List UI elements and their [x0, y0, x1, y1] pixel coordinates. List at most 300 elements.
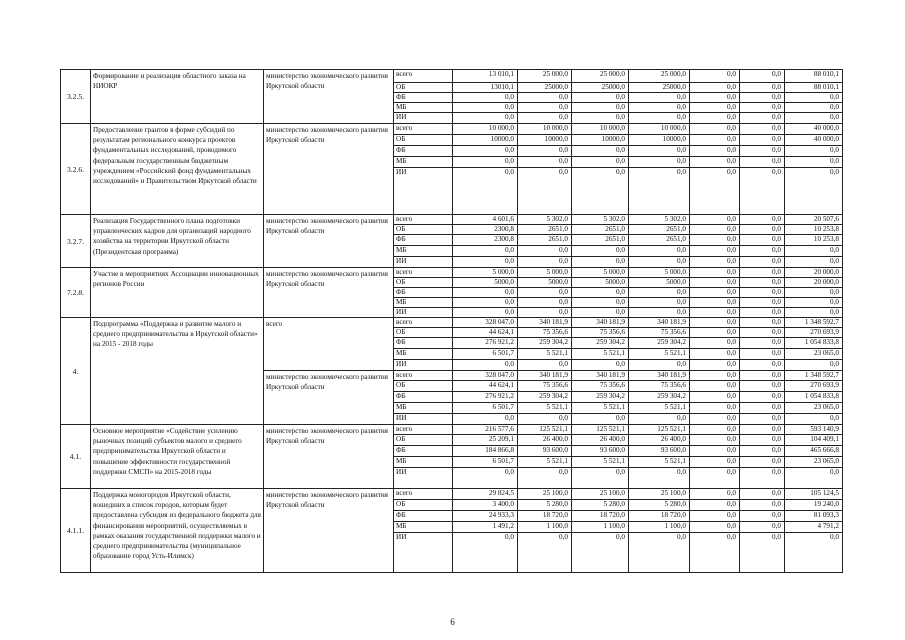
amount-cell: 0,0	[690, 360, 740, 371]
amount-cell: 0,0	[690, 70, 740, 83]
amount-cell: 0,0	[740, 328, 785, 338]
amount-cell: 18 720,0	[518, 511, 572, 522]
amount-cell: 0,0	[453, 246, 518, 257]
amount-cell: 0,0	[572, 298, 629, 308]
amount-cell: 104 409,1	[785, 435, 843, 446]
amount-cell: 0,0	[740, 457, 785, 468]
item-number: 3.2.5.	[61, 70, 91, 124]
funding-source: ОБ	[394, 328, 453, 338]
amount-cell: 0,0	[740, 308, 785, 318]
amount-cell: 0,0	[785, 168, 843, 215]
amount-cell: 0,0	[740, 349, 785, 360]
funding-source: ИИ	[394, 308, 453, 318]
amount-cell: 0,0	[629, 246, 690, 257]
amount-cell: 270 693,9	[785, 328, 843, 338]
amount-cell: 1 491,2	[453, 522, 518, 533]
amount-cell: 25 100,0	[572, 489, 629, 500]
amount-cell: 5 521,1	[518, 403, 572, 414]
amount-cell: 0,0	[572, 533, 629, 573]
activity-name: Подпрограмма «Поддержка и развитие малого и среднего предпринимательства в Иркутской области» на 2015 - 2018 годы	[91, 318, 264, 425]
amount-cell: 0,0	[690, 392, 740, 403]
amount-cell: 0,0	[690, 328, 740, 338]
funding-source: МБ	[394, 403, 453, 414]
amount-cell: 5 521,1	[629, 457, 690, 468]
amount-cell: 5000,0	[518, 278, 572, 288]
funding-source: МБ	[394, 298, 453, 308]
amount-cell: 0,0	[690, 246, 740, 257]
amount-cell: 0,0	[740, 83, 785, 93]
funding-source: ФБ	[394, 93, 453, 103]
amount-cell: 340 181,9	[518, 318, 572, 328]
amount-cell: 0,0	[740, 215, 785, 225]
amount-cell: 0,0	[629, 146, 690, 157]
amount-cell: 0,0	[740, 257, 785, 268]
amount-cell: 0,0	[572, 468, 629, 489]
funding-source: ИИ	[394, 113, 453, 124]
amount-cell: 0,0	[453, 103, 518, 113]
amount-cell: 25000,0	[518, 83, 572, 93]
amount-cell: 13 010,1	[453, 70, 518, 83]
amount-cell: 0,0	[740, 338, 785, 349]
funding-source: МБ	[394, 349, 453, 360]
amount-cell: 0,0	[740, 500, 785, 511]
activity-name: Поддержка моногородов Иркутской области, вошедших в список городов, которым будет предоставлена субсидия из федерального бюджета для финансирования мероприятий, осуществляемых в рамках оказания государственной поддержки малого и среднего предпринимательства (муниципальное образование город Усть-Илимск)	[91, 489, 264, 573]
amount-cell: 0,0	[740, 124, 785, 135]
funding-source: МБ	[394, 246, 453, 257]
amount-cell: 2651,0	[629, 225, 690, 235]
executor: министерство экономического развития Иркутской области	[264, 489, 394, 573]
table-body	[61, 70, 843, 573]
amount-cell: 0,0	[785, 93, 843, 103]
amount-cell: 0,0	[518, 113, 572, 124]
amount-cell: 0,0	[740, 225, 785, 235]
activity-name: Формирование и реализация областного заказа на НИОКР	[91, 70, 264, 124]
amount-cell: 5000,0	[572, 278, 629, 288]
funding-source: всего	[394, 425, 453, 435]
amount-cell: 23 065,0	[785, 457, 843, 468]
activity-name: Участие в мероприятиях Ассоциации инновационных регионов России	[91, 268, 264, 318]
amount-cell: 75 356,6	[572, 381, 629, 392]
amount-cell: 0,0	[785, 308, 843, 318]
activity-name: Основное мероприятие «Содействие усилению рыночных позиций субъектов малого и среднего предпринимательства Иркутской области и повышение эффективности государственной поддержки СМСП» на 2015-2018 годы	[91, 425, 264, 489]
amount-cell: 0,0	[740, 157, 785, 168]
amount-cell: 0,0	[518, 288, 572, 298]
amount-cell: 0,0	[453, 93, 518, 103]
amount-cell: 23 065,0	[785, 349, 843, 360]
amount-cell: 0,0	[690, 349, 740, 360]
amount-cell: 93 600,0	[572, 446, 629, 457]
amount-cell: 0,0	[740, 298, 785, 308]
amount-cell: 0,0	[690, 93, 740, 103]
amount-cell: 0,0	[453, 157, 518, 168]
program-finance-table	[60, 69, 843, 573]
amount-cell: 5 000,0	[572, 268, 629, 278]
executor: министерство экономического развития Иркутской области	[264, 124, 394, 215]
amount-cell: 0,0	[785, 157, 843, 168]
amount-cell: 20 000,0	[785, 268, 843, 278]
amount-cell: 0,0	[453, 257, 518, 268]
amount-cell: 75 356,6	[518, 328, 572, 338]
table-row	[61, 70, 843, 83]
amount-cell: 10 000,0	[629, 124, 690, 135]
amount-cell: 0,0	[690, 403, 740, 414]
amount-cell: 340 181,9	[629, 371, 690, 381]
amount-cell: 0,0	[690, 268, 740, 278]
funding-source: ОБ	[394, 135, 453, 146]
amount-cell: 0,0	[740, 522, 785, 533]
amount-cell: 0,0	[690, 135, 740, 146]
funding-source: МБ	[394, 522, 453, 533]
amount-cell: 20 507,6	[785, 215, 843, 225]
funding-source: всего	[394, 70, 453, 83]
amount-cell: 270 693,9	[785, 381, 843, 392]
funding-source: всего	[394, 268, 453, 278]
amount-cell: 75 356,6	[629, 381, 690, 392]
amount-cell: 0,0	[740, 168, 785, 215]
amount-cell: 2300,8	[453, 225, 518, 235]
funding-source: ОБ	[394, 381, 453, 392]
amount-cell: 25 100,0	[518, 489, 572, 500]
amount-cell: 0,0	[518, 308, 572, 318]
amount-cell: 0,0	[629, 103, 690, 113]
page-number: 6	[450, 617, 455, 627]
amount-cell: 465 666,8	[785, 446, 843, 457]
amount-cell: 0,0	[740, 403, 785, 414]
amount-cell: 0,0	[690, 371, 740, 381]
amount-cell: 0,0	[785, 103, 843, 113]
amount-cell: 0,0	[740, 468, 785, 489]
amount-cell: 0,0	[453, 168, 518, 215]
amount-cell: 0,0	[629, 257, 690, 268]
amount-cell: 81 093,3	[785, 511, 843, 522]
amount-cell: 0,0	[740, 392, 785, 403]
amount-cell: 75 356,6	[629, 328, 690, 338]
amount-cell: 1 348 592,7	[785, 318, 843, 328]
amount-cell: 0,0	[785, 533, 843, 573]
amount-cell: 5 302,0	[572, 215, 629, 225]
amount-cell: 5 280,0	[518, 500, 572, 511]
funding-source: ИИ	[394, 414, 453, 425]
funding-source: ФБ	[394, 338, 453, 349]
amount-cell: 0,0	[690, 157, 740, 168]
amount-cell: 0,0	[629, 113, 690, 124]
amount-cell: 6 501,7	[453, 403, 518, 414]
funding-source: ИИ	[394, 468, 453, 489]
amount-cell: 10000,0	[518, 135, 572, 146]
amount-cell: 26 400,0	[629, 435, 690, 446]
amount-cell: 1 100,0	[518, 522, 572, 533]
table-row	[61, 318, 843, 328]
amount-cell: 2300,8	[453, 235, 518, 246]
amount-cell: 3 400,0	[453, 500, 518, 511]
funding-source: всего	[394, 215, 453, 225]
amount-cell: 88 010,1	[785, 83, 843, 93]
amount-cell: 0,0	[453, 298, 518, 308]
funding-source: ИИ	[394, 168, 453, 215]
amount-cell: 0,0	[518, 103, 572, 113]
amount-cell: 5 302,0	[518, 215, 572, 225]
amount-cell: 0,0	[453, 288, 518, 298]
amount-cell: 6 501,7	[453, 457, 518, 468]
amount-cell: 0,0	[572, 157, 629, 168]
amount-cell: 5 521,1	[629, 349, 690, 360]
amount-cell: 0,0	[572, 246, 629, 257]
amount-cell: 0,0	[453, 146, 518, 157]
amount-cell: 0,0	[572, 257, 629, 268]
amount-cell: 328 047,0	[453, 371, 518, 381]
amount-cell: 340 181,9	[572, 318, 629, 328]
amount-cell: 18 720,0	[629, 511, 690, 522]
amount-cell: 0,0	[690, 533, 740, 573]
amount-cell: 1 100,0	[629, 522, 690, 533]
amount-cell: 25 100,0	[629, 489, 690, 500]
amount-cell: 20 000,0	[785, 278, 843, 288]
amount-cell: 0,0	[740, 93, 785, 103]
amount-cell: 125 521,1	[518, 425, 572, 435]
amount-cell: 0,0	[740, 435, 785, 446]
amount-cell: 0,0	[453, 113, 518, 124]
item-number: 4.1.1.	[61, 489, 91, 573]
amount-cell: 0,0	[690, 500, 740, 511]
amount-cell: 0,0	[690, 511, 740, 522]
amount-cell: 0,0	[690, 381, 740, 392]
amount-cell: 0,0	[518, 468, 572, 489]
amount-cell: 0,0	[690, 489, 740, 500]
amount-cell: 0,0	[740, 360, 785, 371]
executor: министерство экономического развития Иркутской области	[264, 371, 394, 425]
amount-cell: 0,0	[518, 414, 572, 425]
amount-cell: 0,0	[629, 93, 690, 103]
executor: всего	[264, 318, 394, 371]
amount-cell: 0,0	[629, 298, 690, 308]
amount-cell: 0,0	[690, 103, 740, 113]
table-row	[61, 489, 843, 500]
amount-cell: 0,0	[740, 235, 785, 246]
funding-source: МБ	[394, 157, 453, 168]
funding-source: ОБ	[394, 225, 453, 235]
amount-cell: 2651,0	[518, 235, 572, 246]
amount-cell: 19 240,0	[785, 500, 843, 511]
funding-source: всего	[394, 318, 453, 328]
funding-source: ОБ	[394, 435, 453, 446]
amount-cell: 0,0	[572, 360, 629, 371]
funding-source: ОБ	[394, 278, 453, 288]
amount-cell: 0,0	[785, 257, 843, 268]
amount-cell: 0,0	[453, 533, 518, 573]
amount-cell: 75 356,6	[572, 328, 629, 338]
amount-cell: 5000,0	[453, 278, 518, 288]
amount-cell: 0,0	[740, 146, 785, 157]
amount-cell: 0,0	[740, 246, 785, 257]
amount-cell: 0,0	[740, 446, 785, 457]
amount-cell: 0,0	[629, 468, 690, 489]
amount-cell: 0,0	[572, 93, 629, 103]
amount-cell: 1 100,0	[572, 522, 629, 533]
amount-cell: 0,0	[785, 468, 843, 489]
amount-cell: 259 304,2	[572, 338, 629, 349]
amount-cell: 0,0	[740, 70, 785, 83]
funding-source: МБ	[394, 457, 453, 468]
amount-cell: 0,0	[629, 360, 690, 371]
amount-cell: 26 400,0	[518, 435, 572, 446]
amount-cell: 6 501,7	[453, 349, 518, 360]
amount-cell: 40 000,0	[785, 135, 843, 146]
item-number: 3.2.6.	[61, 124, 91, 215]
amount-cell: 4 791,2	[785, 522, 843, 533]
amount-cell: 0,0	[690, 522, 740, 533]
funding-source: всего	[394, 371, 453, 381]
amount-cell: 0,0	[690, 278, 740, 288]
amount-cell: 259 304,2	[518, 338, 572, 349]
item-number: 3.2.7.	[61, 215, 91, 268]
amount-cell: 276 921,2	[453, 338, 518, 349]
amount-cell: 0,0	[740, 288, 785, 298]
amount-cell: 0,0	[572, 113, 629, 124]
amount-cell: 0,0	[629, 414, 690, 425]
amount-cell: 25 000,0	[518, 70, 572, 83]
amount-cell: 5 521,1	[518, 349, 572, 360]
funding-source: ИИ	[394, 533, 453, 573]
amount-cell: 93 600,0	[629, 446, 690, 457]
funding-source: ФБ	[394, 446, 453, 457]
amount-cell: 259 304,2	[518, 392, 572, 403]
amount-cell: 5 521,1	[518, 457, 572, 468]
amount-cell: 5 302,0	[629, 215, 690, 225]
amount-cell: 0,0	[690, 215, 740, 225]
amount-cell: 5000,0	[629, 278, 690, 288]
table-row	[61, 268, 843, 278]
amount-cell: 0,0	[740, 533, 785, 573]
amount-cell: 44 624,1	[453, 381, 518, 392]
amount-cell: 0,0	[690, 318, 740, 328]
amount-cell: 5 000,0	[518, 268, 572, 278]
amount-cell: 0,0	[690, 168, 740, 215]
amount-cell: 184 866,8	[453, 446, 518, 457]
amount-cell: 0,0	[785, 288, 843, 298]
item-number: 4.	[61, 318, 91, 425]
amount-cell: 10000,0	[453, 135, 518, 146]
amount-cell: 0,0	[629, 288, 690, 298]
amount-cell: 5 521,1	[629, 403, 690, 414]
amount-cell: 18 720,0	[572, 511, 629, 522]
amount-cell: 5 521,1	[572, 349, 629, 360]
table-row	[61, 124, 843, 135]
amount-cell: 0,0	[572, 308, 629, 318]
amount-cell: 0,0	[690, 425, 740, 435]
amount-cell: 5 000,0	[453, 268, 518, 278]
funding-source: ФБ	[394, 288, 453, 298]
amount-cell: 5 280,0	[572, 500, 629, 511]
amount-cell: 10 253,8	[785, 225, 843, 235]
amount-cell: 0,0	[785, 246, 843, 257]
amount-cell: 1 054 833,8	[785, 338, 843, 349]
amount-cell: 2651,0	[518, 225, 572, 235]
amount-cell: 340 181,9	[629, 318, 690, 328]
item-number: 7.2.8.	[61, 268, 91, 318]
amount-cell: 1 348 592,7	[785, 371, 843, 381]
table-row	[61, 425, 843, 435]
amount-cell: 125 521,1	[629, 425, 690, 435]
amount-cell: 2651,0	[572, 235, 629, 246]
amount-cell: 0,0	[690, 435, 740, 446]
amount-cell: 10 253,8	[785, 235, 843, 246]
amount-cell: 0,0	[740, 135, 785, 146]
amount-cell: 593 140,9	[785, 425, 843, 435]
funding-source: МБ	[394, 103, 453, 113]
amount-cell: 0,0	[690, 288, 740, 298]
amount-cell: 23 065,0	[785, 403, 843, 414]
amount-cell: 0,0	[740, 489, 785, 500]
amount-cell: 10000,0	[629, 135, 690, 146]
amount-cell: 0,0	[572, 146, 629, 157]
amount-cell: 10 000,0	[572, 124, 629, 135]
amount-cell: 276 921,2	[453, 392, 518, 403]
amount-cell: 25 209,1	[453, 435, 518, 446]
amount-cell: 25 000,0	[629, 70, 690, 83]
amount-cell: 0,0	[572, 288, 629, 298]
amount-cell: 0,0	[740, 318, 785, 328]
amount-cell: 0,0	[690, 446, 740, 457]
amount-cell: 5 000,0	[629, 268, 690, 278]
amount-cell: 0,0	[785, 113, 843, 124]
amount-cell: 0,0	[518, 533, 572, 573]
amount-cell: 0,0	[690, 124, 740, 135]
amount-cell: 93 600,0	[518, 446, 572, 457]
amount-cell: 328 047,0	[453, 318, 518, 328]
funding-source: ФБ	[394, 235, 453, 246]
amount-cell: 0,0	[690, 338, 740, 349]
amount-cell: 88 010,1	[785, 70, 843, 83]
funding-source: ФБ	[394, 146, 453, 157]
amount-cell: 0,0	[690, 113, 740, 124]
amount-cell: 259 304,2	[629, 392, 690, 403]
amount-cell: 2651,0	[629, 235, 690, 246]
amount-cell: 0,0	[690, 308, 740, 318]
amount-cell: 0,0	[690, 414, 740, 425]
amount-cell: 5 521,1	[572, 403, 629, 414]
amount-cell: 0,0	[740, 278, 785, 288]
amount-cell: 0,0	[518, 298, 572, 308]
amount-cell: 26 400,0	[572, 435, 629, 446]
funding-source: ИИ	[394, 360, 453, 371]
amount-cell: 29 824,5	[453, 489, 518, 500]
amount-cell: 259 304,2	[572, 392, 629, 403]
amount-cell: 0,0	[518, 93, 572, 103]
amount-cell: 0,0	[740, 511, 785, 522]
amount-cell: 0,0	[740, 268, 785, 278]
amount-cell: 0,0	[518, 168, 572, 215]
amount-cell: 10 000,0	[518, 124, 572, 135]
amount-cell: 0,0	[740, 381, 785, 392]
amount-cell: 0,0	[740, 113, 785, 124]
amount-cell: 4 601,6	[453, 215, 518, 225]
amount-cell: 0,0	[740, 414, 785, 425]
amount-cell: 0,0	[518, 360, 572, 371]
executor: министерство экономического развития Иркутской области	[264, 215, 394, 268]
amount-cell: 10000,0	[572, 135, 629, 146]
amount-cell: 75 356,6	[518, 381, 572, 392]
funding-source: всего	[394, 124, 453, 135]
amount-cell: 24 933,3	[453, 511, 518, 522]
item-number: 4.1.	[61, 425, 91, 489]
amount-cell: 0,0	[690, 146, 740, 157]
amount-cell: 0,0	[740, 103, 785, 113]
amount-cell: 25000,0	[629, 83, 690, 93]
amount-cell: 0,0	[453, 308, 518, 318]
amount-cell: 0,0	[690, 83, 740, 93]
amount-cell: 25 000,0	[572, 70, 629, 83]
amount-cell: 0,0	[629, 168, 690, 215]
